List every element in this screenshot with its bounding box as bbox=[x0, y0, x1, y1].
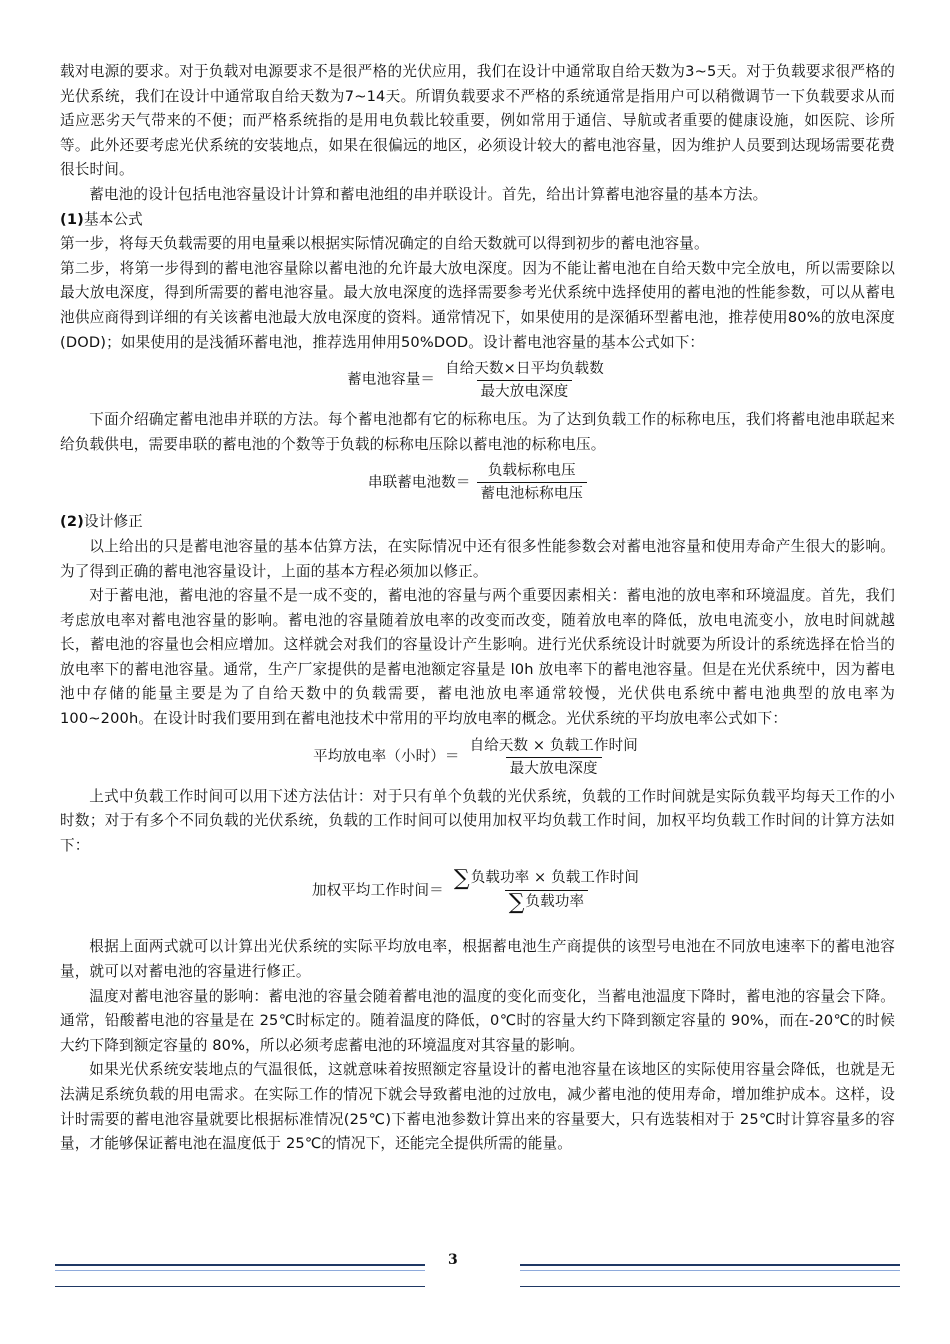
document-body bbox=[60, 60, 895, 1157]
paragraph-step-two: 第二步，将第一步得到的蓄电池容量除以蓄电池的允许最大放电深度。因为不能让蓄电池在自给天数中完全放电，所以需要除以最大放电深度，得到所需要的蓄电池容量。最大放电深度的选择需要参考光伏系统中选择使用的蓄电池的性能参数，可以从蓄电池供应商得到详细的有关该蓄电池最大放电深度的资料。通常情况下，如果使用的是深循环型蓄电池，推荐使用80%的放电深度(DOD)；如果使用的是浅循环蓄电池，推荐选用伸用50%DOD。设计蓄电池容量的基本公式如下： bbox=[60, 259, 895, 351]
footer-rule-right-inner bbox=[520, 1270, 900, 1271]
page-number: 3 bbox=[448, 1252, 458, 1268]
formula-weighted-working-time bbox=[60, 866, 895, 916]
page-footer bbox=[0, 1250, 950, 1300]
paragraph-step-one: 第一步，将每天负载需要的用电量乘以根据实际情况确定的自给天数就可以得到初步的蓄电池容量。 bbox=[60, 235, 709, 253]
formula-numerator: 自给天数 × 负载工作时间 bbox=[469, 737, 638, 754]
formula-battery-capacity bbox=[60, 359, 895, 402]
formula-denominator: 蓄电池标称电压 bbox=[477, 482, 588, 504]
paragraph-temperature-effect: 温度对蓄电池容量的影响：蓄电池的容量会随着蓄电池的温度的变化而变化，当蓄电池温度下降时，蓄电池的容量会下降。通常，铅酸蓄电池的容量是在 25℃时标定的。随着温度的降低，0℃时的容量大约下降到额定容量的 90%，而在-20℃的时候大约下降到额定容量的 80%，所以必须考虑蓄电池的环境温度对其容量的影响。 bbox=[60, 987, 895, 1054]
formula-fraction bbox=[466, 736, 642, 779]
formula-denominator: 最大放电深度 bbox=[506, 757, 602, 779]
paragraph-low-temperature: 如果光伏系统安装地点的气温很低，这就意味着按照额定容量设计的蓄电池容量在该地区的实际使用容量会降低，也就是无法满足系统负载的用电需求。在实际工作的情况下就会导致蓄电池的过放电，减少蓄电池的使用寿命，增加维护成本。这样，设计时需要的蓄电池容量就要比根据标准情况(25℃)下蓄电池参数计算出来的容量要大，只有选装相对于 25℃时计算容量多的容量，才能够保证蓄电池在温度低于 25℃的情况下，还能完全提供所需的能量。 bbox=[60, 1061, 895, 1153]
formula-lhs: 平均放电率（小时）＝ bbox=[313, 748, 460, 765]
section-heading-basic-formula bbox=[60, 208, 895, 233]
footer-rule-left-bottom bbox=[55, 1286, 425, 1287]
formula-average-discharge-rate bbox=[60, 736, 895, 779]
paragraph-battery-design-intro: 蓄电池的设计包括电池容量设计计算和蓄电池组的串并联设计。首先，给出计算蓄电池容量的基本方法。 bbox=[89, 185, 768, 203]
paragraph-capacity-correction: 根据上面两式就可以计算出光伏系统的实际平均放电率，根据蓄电池生产商提供的该型号电池在不同放电速率下的蓄电池容量，就可以对蓄电池的容量进行修正。 bbox=[60, 938, 895, 981]
formula-lhs: 串联蓄电池数＝ bbox=[367, 474, 471, 491]
footer-rule-right-top bbox=[520, 1264, 900, 1266]
formula-fraction bbox=[450, 866, 643, 916]
footer-rule-left-inner bbox=[55, 1270, 425, 1271]
formula-series-count bbox=[60, 461, 895, 504]
paragraph-autonomy-days: 载对电源的要求。对于负载对电源要求不是很严格的光伏应用，我们在设计中通常取自给天数为3~5天。对于负载要求很严格的光伏系统，我们在设计中通常取自给天数为7~14天。所谓负载要求不严格的系统通常是指用户可以稍微调节一下负载要求从而适应恶劣天气带来的不便；而严格系统指的是用电负载比较重要，例如常用于通信、导航或者重要的健康设施，如医院、诊所等。此外还要考虑光伏系统的安装地点，如果在很偏远的地区，必须设计较大的蓄电池容量，因为维护人员要到达现场需要花费很长时间。 bbox=[60, 63, 895, 179]
formula-denominator bbox=[505, 890, 588, 916]
formula-denominator: 最大放电深度 bbox=[477, 380, 573, 402]
formula-fraction bbox=[441, 359, 608, 402]
formula-lhs: 加权平均工作时间＝ bbox=[311, 882, 444, 899]
formula-lhs: 蓄电池容量＝ bbox=[347, 372, 436, 389]
section-title: 基本公式 bbox=[83, 210, 143, 228]
paragraph-discharge-rate: 对于蓄电池，蓄电池的容量不是一成不变的，蓄电池的容量与两个重要因素相关：蓄电池的放电率和环境温度。首先，我们考虑放电率对蓄电池容量的影响。蓄电池的容量随着放电率的改变而改变，随着放电率的降低，放电电流变小，放电时间就越长，蓄电池的容量也会相应增加。这样就会对我们的容量设计产生影响。进行光伏系统设计时就要为所设计的系统选择在恰当的放电率下的蓄电池容量。通常，生产厂家提供的是蓄电池额定容量是 l0h 放电率下的蓄电池容量。但是在光伏系统中，因为蓄电池中存储的能量主要是为了自给天数中的负载需要，蓄电池放电率通常较慢，光伏供电系统中蓄电池典型的放电率为100~200h。在设计时我们要用到在蓄电池技术中常用的平均放电率的概念。光伏系统的平均放电率公式如下： bbox=[60, 587, 895, 728]
section-heading-design-correction bbox=[60, 510, 895, 535]
paragraph-load-working-time: 上式中负载工作时间可以用下述方法估计：对于只有单个负载的光伏系统，负载的工作时间就是实际负载平均每天工作的小时数；对于有多个不同负载的光伏系统，负载的工作时间可以使用加权平均负载工作时间，加权平均负载工作时间的计算方法如下： bbox=[60, 787, 895, 854]
section-number: (2) bbox=[60, 513, 84, 531]
paragraph-correction-intro: 以上给出的只是蓄电池容量的基本估算方法，在实际情况中还有很多性能参数会对蓄电池容量和使用寿命产生很大的影响。为了得到正确的蓄电池容量设计，上面的基本方程必须加以修正。 bbox=[60, 537, 895, 580]
footer-rule-left-top bbox=[55, 1264, 425, 1266]
formula-numerator bbox=[450, 868, 643, 890]
section-number: (1) bbox=[60, 210, 84, 228]
sigma-symbol: ∑ bbox=[453, 866, 470, 892]
formula-numerator: 负载标称电压 bbox=[487, 463, 576, 480]
footer-rule-right-bottom bbox=[520, 1286, 900, 1287]
formula-fraction bbox=[477, 461, 588, 504]
denominator-text: 负载功率 bbox=[525, 894, 585, 911]
numerator-text: 负载功率 × 负载工作时间 bbox=[470, 870, 640, 887]
formula-numerator: 自给天数×日平均负载数 bbox=[445, 361, 604, 378]
section-title: 设计修正 bbox=[83, 513, 143, 531]
paragraph-series-parallel: 下面介绍确定蓄电池串并联的方法。每个蓄电池都有它的标称电压。为了达到负载工作的标称电压，我们将蓄电池串联起来给负载供电，需要串联的蓄电池的个数等于负载的标称电压除以蓄电池的标称电压。 bbox=[60, 411, 895, 453]
sigma-symbol: ∑ bbox=[508, 890, 525, 916]
